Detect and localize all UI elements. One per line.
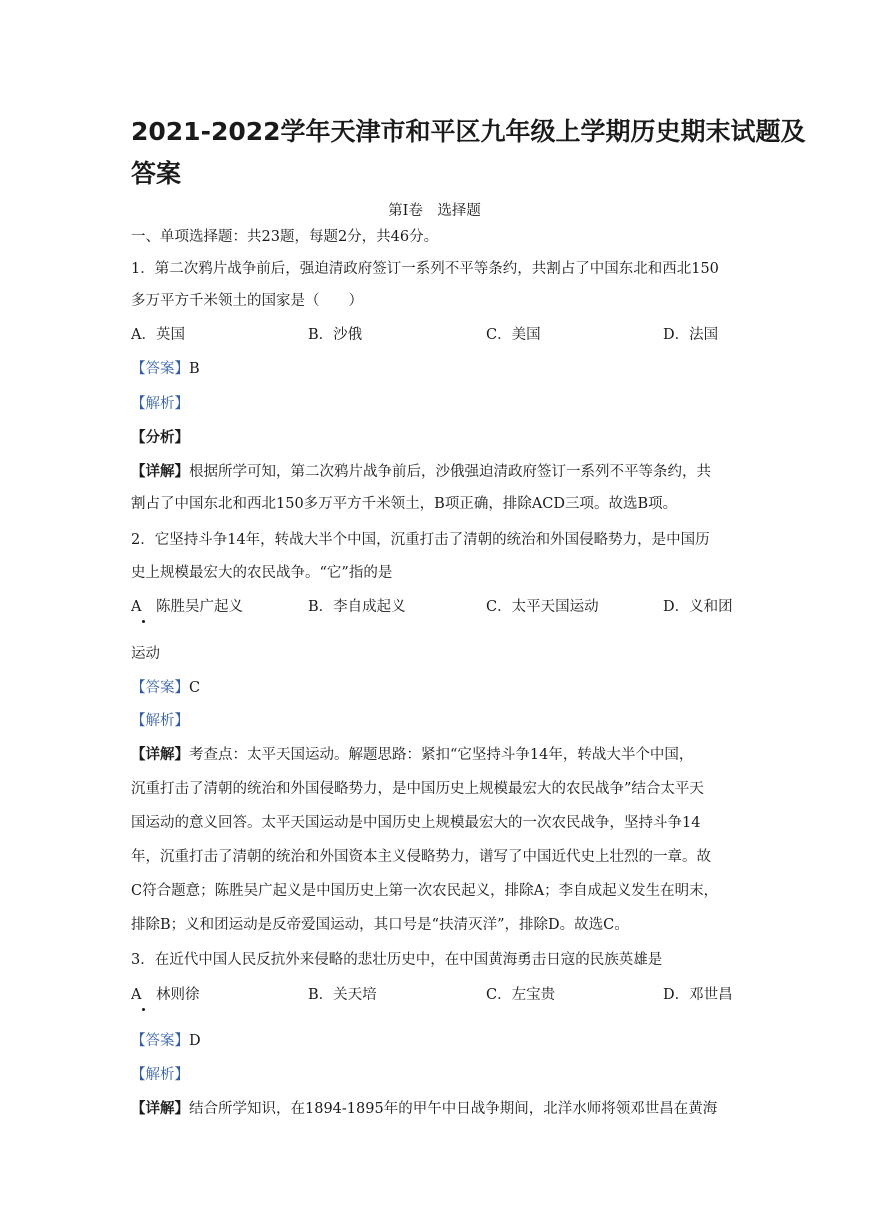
q3-option-b: B．关天培 bbox=[308, 987, 377, 1003]
q1-answer-tag: 【答案】 bbox=[131, 361, 189, 377]
q2-option-d: D．义和团 bbox=[663, 599, 733, 615]
q2-detail-tag: 【详解】 bbox=[131, 746, 189, 763]
q3-answer-value: D bbox=[189, 1033, 201, 1049]
q1-detail-line-2: 割占了中国东北和西北150多万平方千米领土，B项正确，排除ACD三项。故选B项。 bbox=[131, 496, 678, 512]
q3-detail-line-1 bbox=[131, 1099, 717, 1119]
q2-answer bbox=[131, 678, 200, 698]
q2-option-c: C．太平天国运动 bbox=[486, 599, 599, 615]
section-title: 第Ⅰ卷 选择题 bbox=[388, 203, 481, 219]
q3-option-a: A 林则徐 bbox=[131, 987, 200, 1003]
q1-detail-text-1: 根据所学可知，第二次鸦片战争前后，沙俄强迫清政府签订一系列不平等条约，共 bbox=[189, 464, 711, 480]
q1-stem-line-2: 多万平方千米领土的国家是（ ） bbox=[131, 293, 363, 309]
q1-detail-line-1 bbox=[131, 462, 711, 482]
q2-answer-value: C bbox=[189, 680, 201, 696]
q2-detail-line-5: C符合题意；陈胜吴广起义是中国历史上第一次农民起义，排除A；李自成起义发生在明末， bbox=[131, 883, 719, 899]
q3-stem-line-1: 3．在近代中国人民反抗外来侵略的悲壮历史中，在中国黄海勇击日寇的民族英雄是 bbox=[131, 952, 663, 968]
q2-stem-line-1: 2．它坚持斗争14年，转战大半个中国，沉重打击了清朝的统治和外国侵略势力，是中国历 bbox=[131, 532, 710, 548]
q3-answer bbox=[131, 1031, 201, 1051]
q3-answer-tag: 【答案】 bbox=[131, 1033, 189, 1049]
q2-option-b: B．李自成起义 bbox=[308, 599, 406, 615]
q2-option-a: A 陈胜吴广起义 bbox=[131, 599, 243, 615]
q1-option-c: C．美国 bbox=[486, 327, 541, 343]
q2-detail-line-4: 年，沉重打击了清朝的统治和外国资本主义侵略势力，谱写了中国近代史上壮烈的一章。故 bbox=[131, 849, 711, 865]
q2-stem-line-2: 史上规模最宏大的农民战争。“它”指的是 bbox=[131, 565, 393, 581]
q1-answer bbox=[131, 359, 200, 379]
q2-detail-line-1 bbox=[131, 745, 693, 765]
q1-option-a: A．英国 bbox=[131, 327, 185, 343]
q3-option-d: D．邓世昌 bbox=[663, 987, 733, 1003]
q2-detail-line-3: 国运动的意义回答。太平天国运动是中国历史上规模最宏大的一次农民战争，坚持斗争14 bbox=[131, 815, 701, 831]
q1-answer-value: B bbox=[189, 361, 200, 377]
q2-detail-line-2: 沉重打击了清朝的统治和外国侵略势力，是中国历史上规模最宏大的农民战争”结合太平天 bbox=[131, 781, 704, 797]
q1-option-d: D．法国 bbox=[663, 327, 719, 343]
q1-stem-line-1: 1．第二次鸦片战争前后，强迫清政府签订一系列不平等条约，共割占了中国东北和西北150 bbox=[131, 261, 719, 277]
q2-detail-line-6: 排除B；义和团运动是反帝爱国运动，其口号是“扶清灭洋”，排除D。故选C。 bbox=[131, 917, 629, 933]
emphasis-dot bbox=[142, 620, 145, 623]
q2-answer-tag: 【答案】 bbox=[131, 680, 189, 696]
q3-analysis-tag: 【解析】 bbox=[131, 1067, 189, 1083]
q3-detail-tag: 【详解】 bbox=[131, 1100, 189, 1117]
q3-detail-text-1: 结合所学知识，在1894-1895年的甲午中日战争期间，北洋水师将领邓世昌在黄海 bbox=[189, 1101, 718, 1117]
q1-option-b: B．沙俄 bbox=[308, 327, 363, 343]
emphasis-dot bbox=[142, 1008, 145, 1011]
document-title-line-1: 2021-2022学年天津市和平区九年级上学期历史期末试题及 bbox=[131, 117, 806, 146]
q3-option-c: C．左宝贵 bbox=[486, 987, 556, 1003]
q2-detail-text-1: 考查点：太平天国运动。解题思路：紧扣“它坚持斗争14年，转战大半个中国， bbox=[189, 747, 694, 763]
q1-fenxi-tag: 【分析】 bbox=[131, 429, 189, 446]
document-title-line-2: 答案 bbox=[131, 159, 182, 188]
q1-analysis-tag: 【解析】 bbox=[131, 396, 189, 412]
q2-option-d-wrap: 运动 bbox=[131, 646, 160, 662]
q2-analysis-tag: 【解析】 bbox=[131, 713, 189, 729]
section-intro: 一、单项选择题：共23题，每题2分，共46分。 bbox=[131, 229, 439, 245]
q1-detail-tag: 【详解】 bbox=[131, 463, 189, 480]
